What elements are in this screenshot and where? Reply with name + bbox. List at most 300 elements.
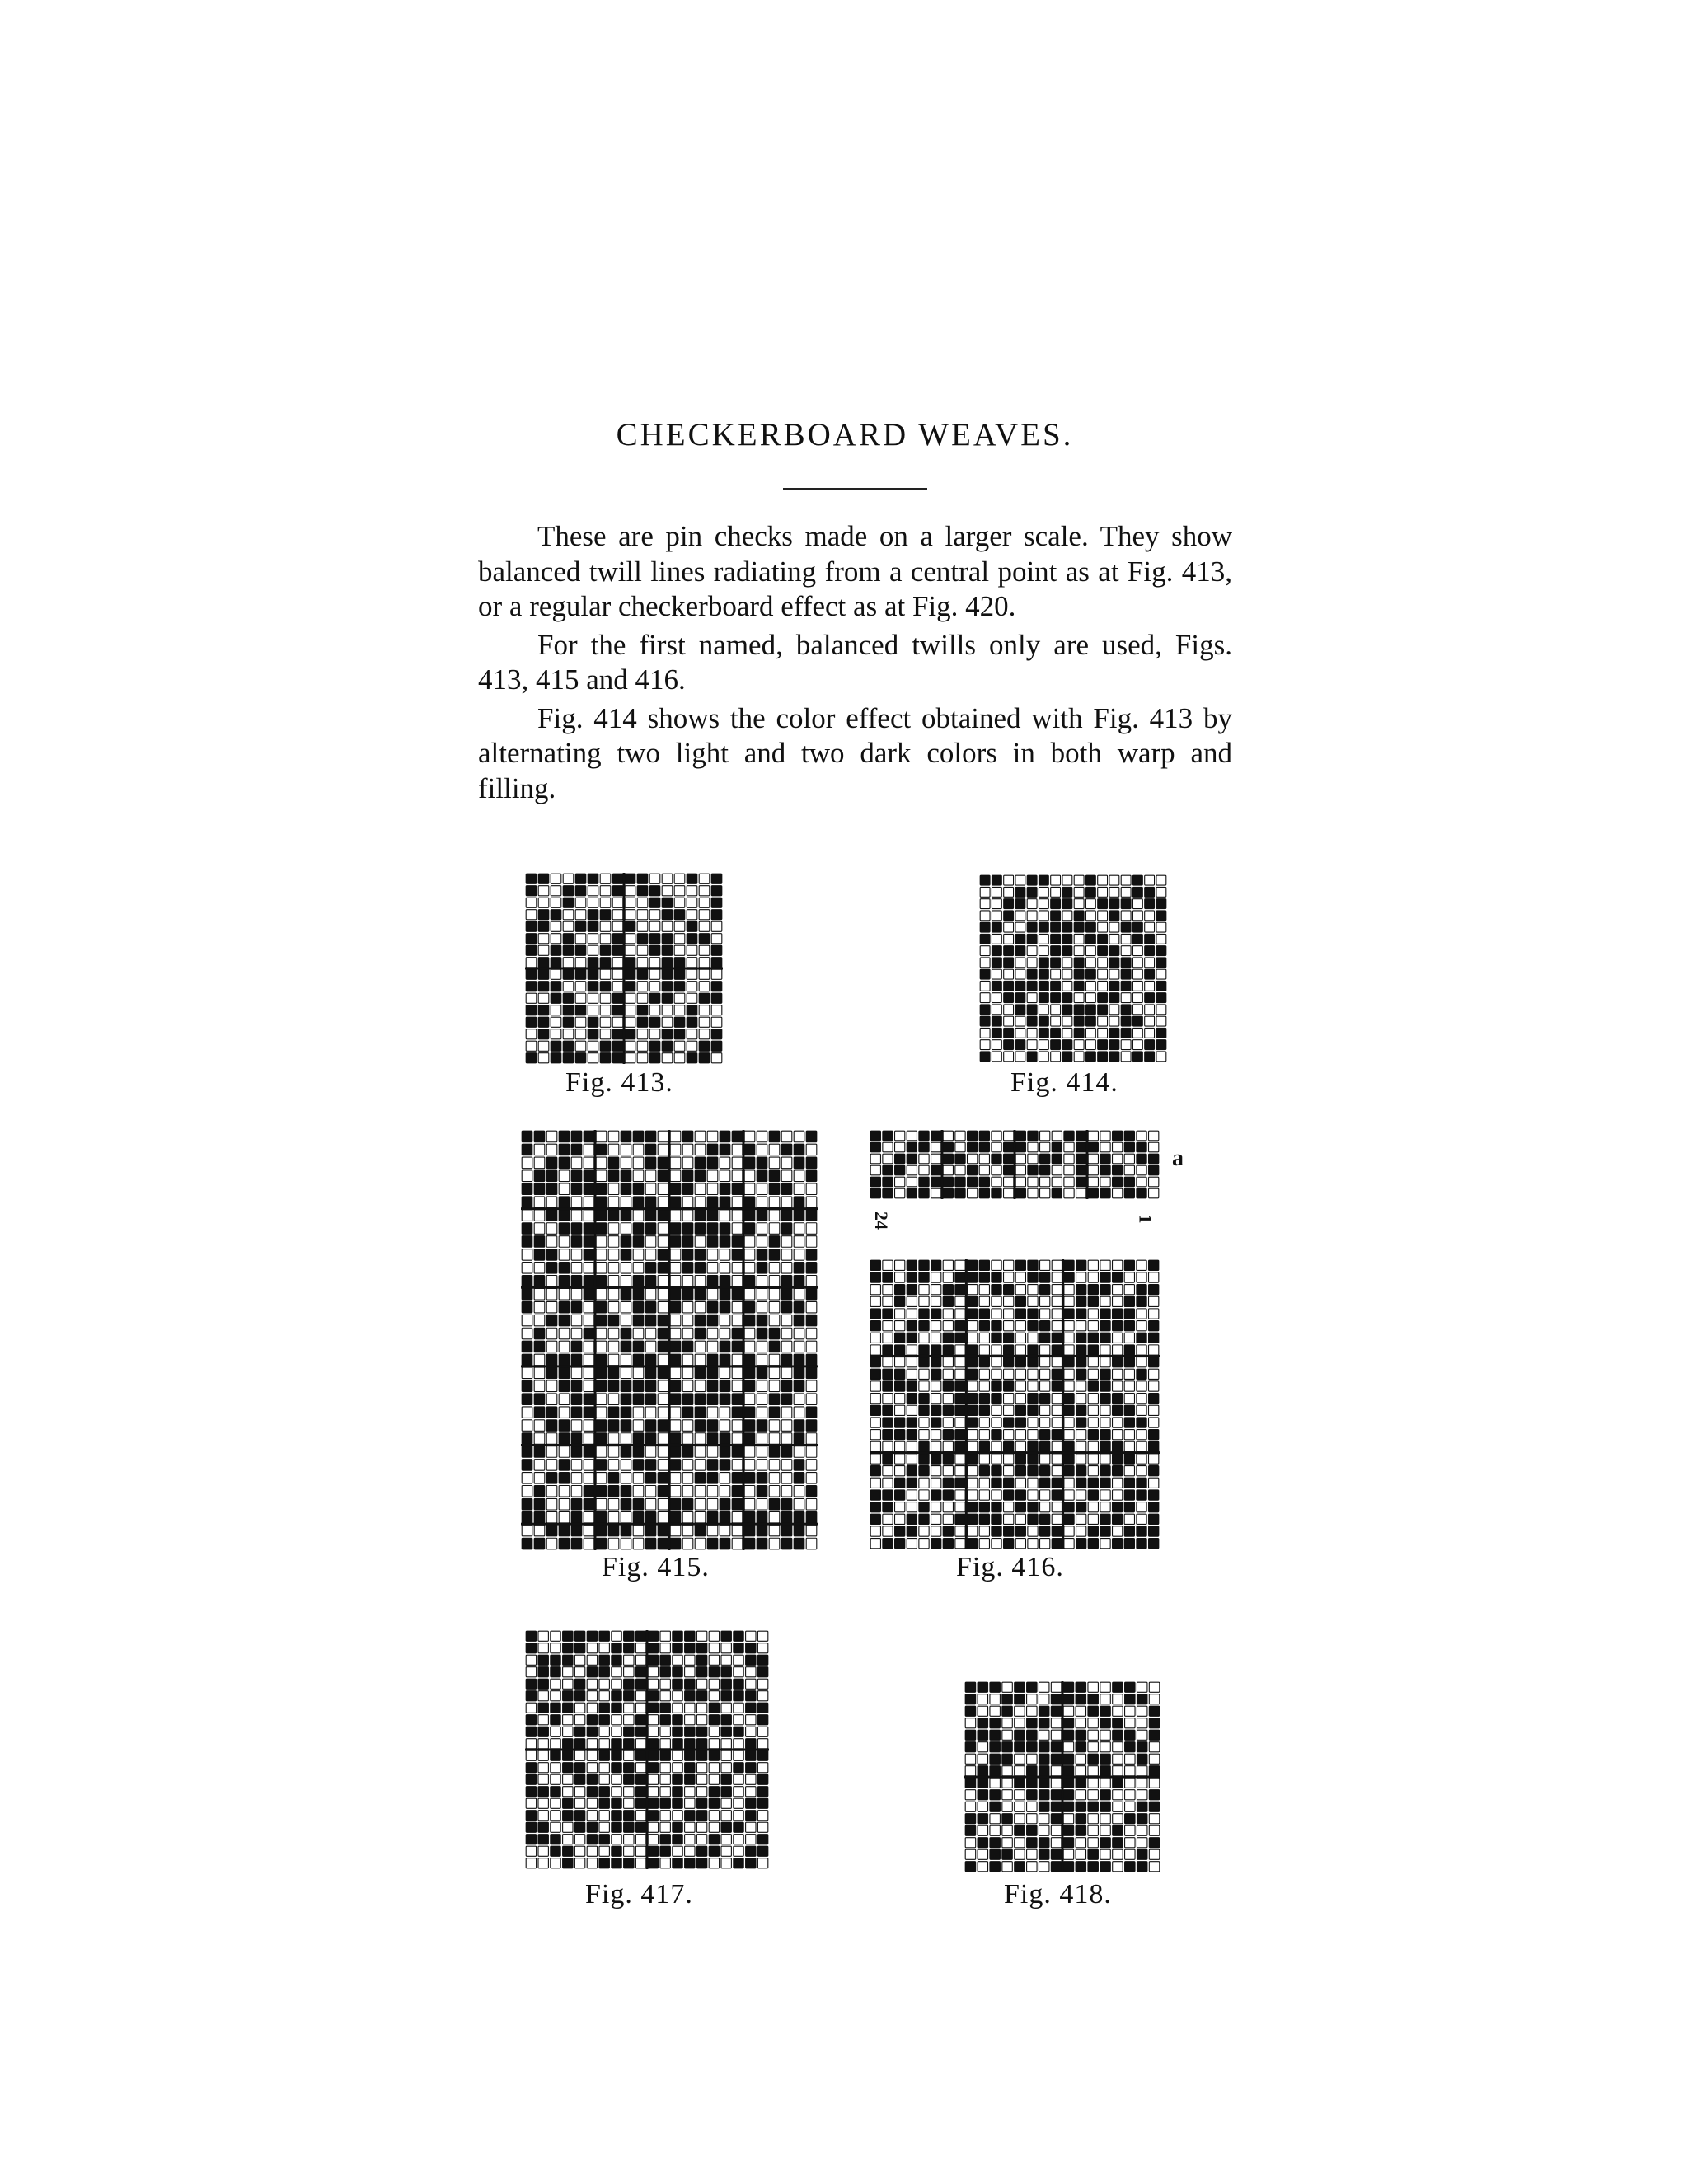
weave-cell [720,1486,730,1497]
weave-cell [883,1333,893,1343]
weave-cell [978,1862,987,1872]
weave-cell [720,1525,730,1536]
weave-cell [943,1321,953,1331]
strip-label-a: a [1172,1146,1184,1171]
weave-cell [1149,1333,1159,1343]
weave-cell [979,1321,989,1331]
weave-cell [794,1380,804,1392]
weave-cell [645,1486,656,1497]
weave-cell [1015,1526,1025,1536]
weave-cell [992,1357,1001,1367]
weave-cell [584,1460,594,1471]
weave-cell [625,945,635,955]
weave-cell [1064,1381,1074,1391]
weave-cell [794,1498,804,1510]
weave-cell [781,1446,792,1458]
weave-cell [1051,1778,1061,1788]
weave-cell [522,1301,532,1313]
weave-cell [734,1798,743,1808]
weave-cell [1004,1272,1014,1282]
weave-cell [571,1420,582,1432]
weave-cell [1125,1682,1135,1692]
weave-cell [559,1446,570,1458]
weave-cell [526,1643,536,1653]
weave-cell [732,1525,743,1536]
weave-cell [658,1407,668,1418]
weave-cell [596,1367,607,1379]
weave-cell [769,1511,780,1523]
weave-cell [538,1005,549,1015]
weave-cell [608,1183,619,1195]
weave-cell [645,1157,656,1169]
weave-cell [637,921,648,931]
weave-cell [625,969,635,979]
weave-cell [711,1017,722,1027]
weave-cell [870,1502,880,1512]
weave-cell [968,1260,978,1270]
weave-cell [563,1631,573,1641]
weave-cell [526,921,537,931]
caption-415: Fig. 415. [602,1552,710,1582]
weave-cell [546,1144,557,1155]
weave-cell [979,1165,989,1175]
weave-cell [670,1341,681,1352]
weave-cell [670,1367,681,1379]
weave-cell [1137,1165,1146,1175]
weave-cell [696,1691,706,1701]
weave-cell [1004,1040,1014,1050]
weave-cell [682,1525,693,1536]
weave-cell [522,1170,532,1182]
weave-cell [992,1131,1001,1141]
weave-cell [1015,1730,1025,1740]
weave-cell [522,1511,532,1523]
weave-cell [599,1787,609,1797]
weave-cell [1098,946,1108,956]
weave-cell [720,1380,730,1392]
figure-416 [870,1259,1160,1549]
weave-cell [1004,1165,1014,1175]
weave-cell [696,1763,706,1773]
weave-cell [1064,1526,1074,1536]
weave-cell [1002,1706,1012,1716]
weave-cell [649,969,660,979]
weave-cell [1109,1052,1119,1062]
weave-cell [1015,1766,1025,1776]
weave-cell [559,1223,570,1235]
weave-cell [534,1276,545,1287]
weave-cell [526,1727,536,1736]
weave-cell [687,958,697,968]
weave-cell [990,1694,1000,1704]
weave-cell [931,1177,941,1187]
figure-417 [525,1630,769,1869]
weave-cell [534,1354,545,1366]
weave-cell [584,1210,594,1221]
weave-cell [658,1460,668,1471]
weave-cell [538,1679,548,1689]
weave-cell [992,1309,1001,1319]
weave-cell [1015,1539,1025,1549]
weave-cell [596,1407,607,1418]
weave-cell [781,1315,792,1326]
weave-cell [711,910,722,920]
weave-cell [660,1846,670,1856]
weave-cell [695,1486,706,1497]
weave-cell [1121,1040,1131,1050]
weave-cell [1137,1466,1146,1476]
weave-cell [968,1526,978,1536]
weave-cell [992,1514,1001,1524]
weave-cell [546,1328,557,1339]
weave-cell [645,1367,656,1379]
weave-cell [563,993,574,1003]
weave-cell [621,1276,631,1287]
weave-cell [895,1131,905,1141]
weave-cell [635,1822,645,1832]
weave-cell [662,910,673,920]
weave-cell [1137,1418,1146,1427]
weave-cell [1137,1754,1146,1764]
weave-cell [1156,1040,1166,1050]
weave-cell [744,1276,755,1287]
weave-cell [624,1727,634,1736]
weave-cell [587,1798,597,1808]
weave-cell [648,1643,658,1653]
weave-cell [806,1394,817,1405]
weave-cell [968,1369,978,1379]
weave-cell [1015,1825,1025,1835]
weave-cell [1098,875,1108,885]
weave-cell [707,1380,718,1392]
weave-cell [551,910,561,920]
weave-cell [588,898,598,907]
weave-cell [1027,887,1037,897]
weave-cell [685,1715,695,1725]
weave-cell [695,1341,706,1352]
weave-cell [612,1017,623,1027]
weave-cell [931,1441,941,1451]
weave-cell [645,1341,656,1352]
weave-cell [1137,1188,1146,1198]
weave-cell [1052,1466,1062,1476]
weave-cell [1076,1838,1085,1848]
weave-cell [670,1380,681,1392]
weave-cell [633,1288,644,1300]
weave-cell [621,1394,631,1405]
weave-cell [707,1538,718,1549]
weave-cell [794,1538,804,1549]
weave-cell [608,1460,619,1471]
weave-cell [551,898,561,907]
weave-cell [563,945,574,955]
weave-cell [757,1341,767,1352]
weave-cell [658,1446,668,1458]
weave-cell [1088,1321,1098,1331]
weave-cell [1124,1539,1134,1549]
weave-cell [621,1486,631,1497]
weave-cell [990,1718,1000,1728]
weave-cell [584,1446,594,1458]
weave-cell [1004,1333,1014,1343]
weave-cell [596,1511,607,1523]
weave-cell [1015,1430,1025,1440]
weave-diagram-415 [521,1130,818,1550]
weave-cell [955,1142,965,1152]
weave-cell [794,1236,804,1248]
weave-cell [1100,1825,1110,1835]
weave-cell [1076,1418,1086,1427]
weave-cell [596,1288,607,1300]
weave-cell [1028,1357,1038,1367]
weave-cell [746,1679,756,1689]
weave-cell [883,1260,893,1270]
weave-cell [575,945,586,955]
weave-cell [563,874,574,883]
weave-cell [968,1502,978,1512]
weave-cell [685,1631,695,1641]
weave-cell [955,1309,965,1319]
weave-cell [526,1703,536,1713]
weave-cell [635,1679,645,1689]
weave-cell [968,1405,978,1415]
weave-cell [596,1380,607,1392]
weave-cell [551,1858,560,1868]
weave-cell [1088,1766,1098,1776]
weave-cell [660,1655,670,1665]
weave-cell [711,1005,722,1015]
weave-cell [673,1774,682,1784]
weave-cell [633,1460,644,1471]
weave-cell [707,1249,718,1261]
weave-cell [990,1682,1000,1692]
weave-cell [670,1183,681,1195]
weave-cell [943,1165,953,1175]
weave-cell [1004,958,1014,968]
weave-cell [645,1354,656,1366]
weave-cell [1132,887,1142,897]
weave-cell [685,1822,695,1832]
weave-cell [1064,1285,1074,1295]
weave-cell [633,1157,644,1169]
weave-cell [1015,875,1025,885]
weave-cell [757,1394,767,1405]
weave-cell [695,1144,706,1155]
weave-cell [1100,1418,1110,1427]
weave-cell [1113,1478,1123,1488]
weave-cell [625,910,635,920]
weave-cell [674,886,685,896]
weave-cell [1040,1177,1050,1187]
weave-cell [732,1407,743,1418]
weave-cell [696,1655,706,1665]
weave-cell [1121,922,1131,932]
weave-cell [870,1405,880,1415]
weave-cell [769,1433,780,1445]
weave-cell [1002,1682,1012,1692]
weave-cell [907,1405,917,1415]
weave-cell [744,1183,755,1195]
weave-cell [1137,1333,1146,1343]
weave-cell [574,1655,584,1665]
weave-cell [1113,1321,1123,1331]
weave-cell [621,1341,631,1352]
weave-cell [1132,946,1142,956]
weave-cell [1088,1825,1098,1835]
figure-413 [525,873,723,1064]
weave-cell [979,1514,989,1524]
weave-cell [1004,1177,1014,1187]
weave-cell [673,1811,682,1821]
weave-cell [695,1236,706,1248]
weave-cell [732,1276,743,1287]
weave-cell [720,1144,730,1155]
weave-cell [1088,1142,1098,1152]
weave-cell [526,1667,536,1677]
weave-cell [612,1787,621,1797]
weave-cell [907,1381,917,1391]
weave-cell [571,1473,582,1484]
weave-cell [584,1328,594,1339]
weave-cell [1076,1466,1086,1476]
weave-cell [1028,1394,1038,1404]
weave-cell [734,1679,743,1689]
weave-cell [746,1846,756,1856]
weave-cell [806,1315,817,1326]
weave-cell [584,1197,594,1208]
weave-cell [1004,1441,1014,1451]
weave-cell [670,1486,681,1497]
weave-cell [534,1210,545,1221]
weave-cell [1088,1418,1098,1427]
weave-cell [1100,1838,1110,1848]
weave-cell [883,1526,893,1536]
weave-cell [965,1706,975,1716]
weave-cell [625,898,635,907]
weave-cell [612,1679,621,1689]
weave-cell [769,1288,780,1300]
weave-cell [806,1197,817,1208]
weave-cell [1040,1441,1050,1451]
weave-cell [522,1236,532,1248]
weave-cell [695,1263,706,1274]
weave-cell [968,1454,978,1464]
weave-cell [522,1433,532,1445]
weave-cell [571,1498,582,1510]
weave-cell [1015,934,1025,944]
weave-cell [596,1486,607,1497]
weave-cell [1051,1718,1061,1728]
weave-cell [563,934,574,944]
weave-cell [526,1679,536,1689]
weave-cell [1027,1742,1037,1752]
weave-cell [709,1835,719,1844]
weave-cell [992,1052,1001,1062]
weave-cell [648,1715,658,1725]
weave-cell [637,993,648,1003]
weave-cell [965,1790,975,1800]
weave-cell [538,1643,548,1653]
weave-cell [670,1144,681,1155]
weave-cell [1100,1177,1110,1187]
weave-cell [551,1691,560,1701]
weave-cell [625,982,635,991]
weave-cell [1028,1430,1038,1440]
weave-cell [538,1739,548,1749]
weave-cell [707,1498,718,1510]
weave-cell [575,1053,586,1063]
weave-cell [699,993,710,1003]
weave-cell [587,1643,597,1653]
weave-cell [682,1249,693,1261]
weave-cell [571,1157,582,1169]
weave-cell [1156,1016,1166,1026]
weave-cell [599,1655,609,1665]
weave-cell [1100,1272,1110,1282]
weave-cell [965,1694,975,1704]
weave-cell [1039,1838,1048,1848]
weave-cell [563,1029,574,1039]
weave-cell [979,1142,989,1152]
weave-cell [563,1667,573,1677]
weave-cell [633,1486,644,1497]
weave-cell [522,1394,532,1405]
weave-cell [571,1263,582,1274]
weave-cell [992,1381,1001,1391]
weave-cell [575,1017,586,1027]
weave-cell [682,1433,693,1445]
weave-cell [1145,981,1155,991]
weave-cell [587,1787,597,1797]
weave-cell [1100,1466,1110,1476]
weave-cell [781,1131,792,1142]
weave-cell [943,1441,953,1451]
weave-cell [1039,1802,1048,1811]
weave-cell [1088,1285,1098,1295]
weave-cell [1088,1131,1098,1141]
weave-cell [1040,1478,1050,1488]
weave-cell [574,1835,584,1844]
weave-cell [1156,1028,1166,1038]
weave-cell [720,1223,730,1235]
weave-cell [645,1249,656,1261]
weave-cell [1085,875,1095,885]
weave-cell [559,1498,570,1510]
weave-cell [1063,1790,1073,1800]
weave-cell [658,1538,668,1549]
weave-cell [1125,1706,1135,1716]
weave-cell [732,1433,743,1445]
weave-cell [1137,1682,1146,1692]
weave-cell [538,910,549,920]
weave-cell [806,1249,817,1261]
weave-cell [919,1441,929,1451]
weave-cell [1132,1052,1142,1062]
weave-cell [574,1679,584,1689]
weave-cell [907,1333,917,1343]
weave-cell [707,1288,718,1300]
weave-cell [1028,1369,1038,1379]
weave-cell [687,1053,697,1063]
weave-cell [673,1691,682,1701]
weave-cell [635,1750,645,1760]
weave-cell [546,1183,557,1195]
weave-cell [721,1858,731,1868]
weave-cell [1039,1730,1048,1740]
weave-cell [980,922,990,932]
weave-cell [883,1165,893,1175]
weave-cell [955,1357,965,1367]
